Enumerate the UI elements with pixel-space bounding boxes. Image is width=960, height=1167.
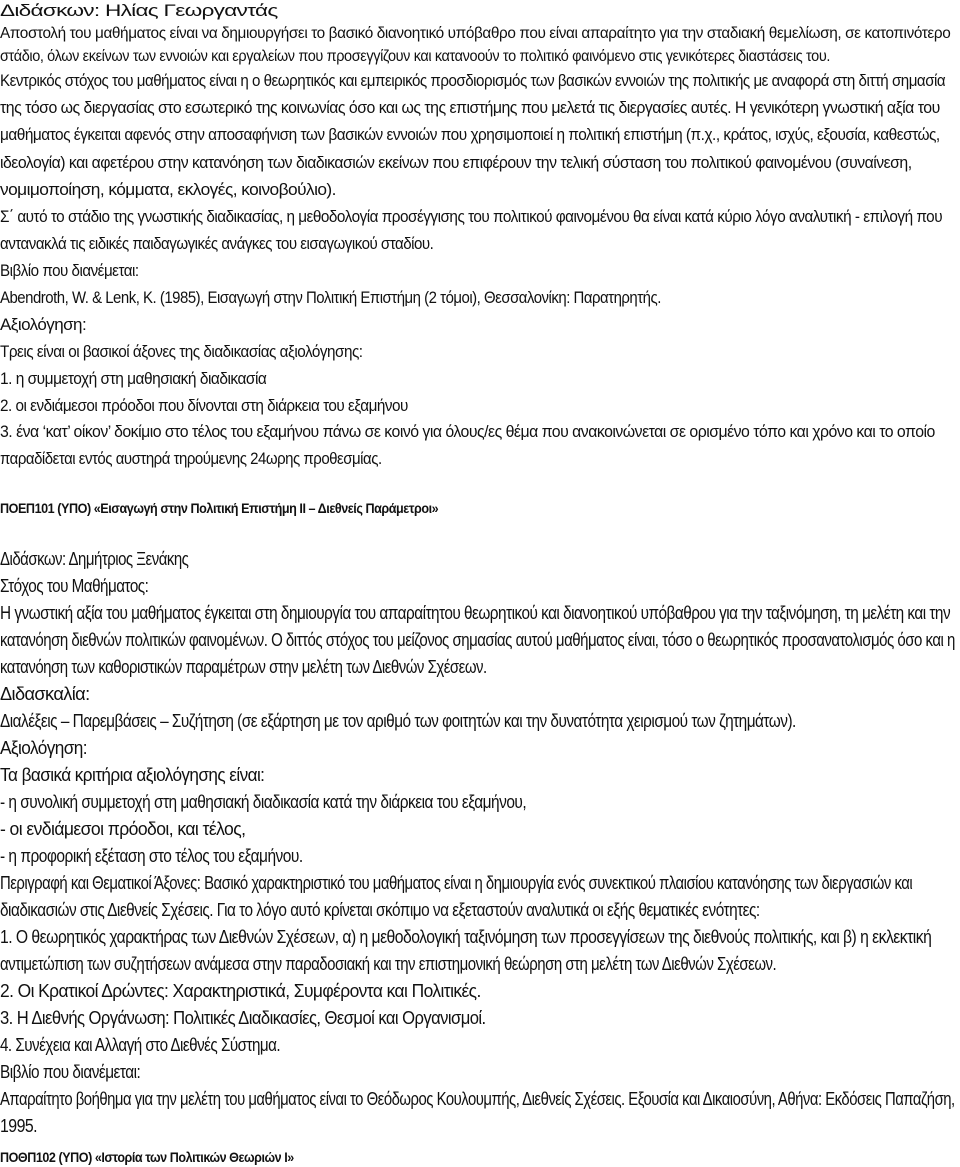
assessment-item: 3. ένα ‘κατ’ οίκον’ δοκίμιο στο τέλος του εξαμήνου πάνω σε κοινό για όλους/ες θέμα που ανακοινώνεται σε ορισμένο τόπο και χρόνο και το οποίο xyxy=(0,422,935,441)
teaching-text: Διαλέξεις – Παρεμβάσεις – Συζήτηση (σε εξάρτηση με τον αριθμό των φοιτητών και την δυνατότητα χειρισμού των ζητημάτων). xyxy=(0,711,796,731)
methodology-line: αντανακλά τις ειδικές παιδαγωγικές ανάγκες του εισαγωγικού σταδίου. xyxy=(0,234,434,253)
criteria-heading: Τα βασικά κριτήρια αξιολόγησης είναι: xyxy=(0,765,265,785)
assessment-intro: Τρεις είναι οι βασικοί άξονες της διαδικασίας αξιολόγησης: xyxy=(0,342,363,361)
goal-line: ιδεολογία) και αφετέρου στην κατανόηση των διαδικασιών εκείνων που επιφέρουν την τελική σύσταση του πολιτικού φαινομένου (συναίνεση, xyxy=(0,153,912,172)
goal-heading: Στόχος του Μαθήματος: xyxy=(0,576,149,596)
course-title: ΠΟΕΠ101 (ΥΠΟ) «Εισαγωγή στην Πολιτική Επιστήμη ΙΙ – Διεθνείς Παράμετροι» xyxy=(0,500,439,516)
unit-line: 3. Η Διεθνής Οργάνωση: Πολιτικές Διαδικασίες, Θεσμοί και Οργανισμοί. xyxy=(0,1008,486,1028)
mission-line: στάδιο, όλων εκείνων των εννοιών και εργαλείων που προσεγγίζουν και κατανοούν το πολιτικό φαινόμενο στις γενικότερες διαστάσεις του. xyxy=(0,48,831,65)
unit-line: αντιμετώπιση των συζητήσεων ανάμεσα στην παραδοσιακή και την επιστημονική θεώρηση στη μελέτη των Διεθνών Σχέσεων. xyxy=(0,954,777,974)
book-reference: 1995. xyxy=(0,1116,38,1136)
mission-line: Αποστολή του μαθήματος είναι να δημιουργήσει το βασικό διανοητικό υπόβαθρο που είναι απαραίτητο για την σταδιακή θεμελίωση, σε κατοπινότερο xyxy=(0,25,951,42)
methodology-line: Σ΄ αυτό το στάδιο της γνωστικής διαδικασίας, η μεθοδολογία προσέγγισης του πολιτικού φαινομένου θα είναι κατά κύριο λόγο αναλυτική - επιλογή που xyxy=(0,207,943,226)
description-line: Περιγραφή και Θεματικοί Άξονες: Βασικό χαρακτηριστικό του μαθήματος είναι η δημιουργία ενός συνεκτικού πλαισίου κατανόησης των διεργασιών και xyxy=(0,873,913,893)
unit-line: 4. Συνέχεια και Αλλαγή στο Διεθνές Σύστημα. xyxy=(0,1035,281,1055)
unit-line: 2. Οι Κρατικοί Δρώντες: Χαρακτηριστικά, Συμφέροντα και Πολιτικές. xyxy=(0,981,481,1001)
description-line: διαδικασιών στις Διεθνείς Σχέσεις. Για το λόγο αυτό κρίνεται σκόπιμο να εξεταστούν αναλυτικά οι εξής θεματικές ενότητες: xyxy=(0,900,760,920)
unit-line: 1. Ο θεωρητικός χαρακτήρας των Διεθνών Σχέσεων, α) η μεθοδολογική ταξινόμηση των προσεγγίσεων της διεθνούς πολιτικής, και β) η εκλεκτική xyxy=(0,927,932,947)
assessment-heading: Αξιολόγηση: xyxy=(0,738,88,758)
book-reference: Abendroth, W. & Lenk, K. (1985), Εισαγωγή στην Πολιτική Επιστήμη (2 τόμοι), Θεσσαλονίκη: Παρατηρητής. xyxy=(0,288,661,307)
goal-line: νομιμοποίηση, κόμματα, εκλογές, κοινοβούλιο). xyxy=(0,180,336,199)
assessment-item: παραδίδεται εντός αυστηρά τηρούμενης 24ωρης προθεσμίας. xyxy=(0,449,382,468)
criteria-item: - η συνολική συμμετοχή στη μαθησιακή διαδικασία κατά την διάρκεια του εξαμήνου, xyxy=(0,792,527,812)
goal-line: της τόσο ως διεργασίας στο εσωτερικό της κοινωνίας όσο και ως της επιστήμης που μελετά τις διεργασίες αυτές. Η γενικότερη γνωστική αξία του xyxy=(0,98,940,117)
instructor-line: Διδάσκων: Δημήτριος Ξενάκης xyxy=(0,549,189,569)
assessment-item: 1. η συμμετοχή στη μαθησιακή διαδικασία xyxy=(0,369,267,388)
goal-line: κατανόηση των καθοριστικών παραμέτρων στην μελέτη των Διεθνών Σχέσεων. xyxy=(0,657,487,677)
criteria-item: - οι ενδιάμεσοι πρόοδοι, και τέλος, xyxy=(0,819,246,839)
instructor-line: Διδάσκων: Ηλίας Γεωργαντάς xyxy=(0,1,278,20)
goal-line: μαθήματος έγκειται αφενός στην αποσαφήνιση των βασικών εννοιών που χρησιμοποιεί η πολιτική επιστήμη (π.χ., κράτος, ισχύς, εξουσία, καθεστώς, xyxy=(0,125,940,144)
criteria-item: - η προφορική εξέταση στο τέλος του εξαμήνου. xyxy=(0,846,303,866)
book-heading: Βιβλίο που διανέμεται: xyxy=(0,1062,141,1082)
goal-line: κατανόηση διεθνών πολιτικών φαινομένων. Ο διττός στόχος του μείζονος σημασίας αυτού μαθήματος είναι, τόσο ο θεωρητικός προσανατολισμός όσο και η xyxy=(0,630,955,650)
goal-line: Η γνωστική αξία του μαθήματος έγκειται στη δημιουργία του απαραίτητου θεωρητικού και διανοητικού υπόβαθρου για την ταξινόμηση, τη μελέτη και την xyxy=(0,603,951,623)
assessment-heading: Αξιολόγηση: xyxy=(0,315,87,334)
goal-line: Κεντρικός στόχος του μαθήματος είναι η ο θεωρητικός και εμπειρικός προσδιορισμός των βασικών εννοιών της πολιτικής με αναφορά στη διττή σημασία xyxy=(0,71,946,90)
assessment-item: 2. οι ενδιάμεσοι πρόοδοι που δίνονται στη διάρκεια του εξαμήνου xyxy=(0,396,408,415)
course-title: ΠΟΘΠ102 (ΥΠΟ) «Ιστορία των Πολιτικών Θεωριών Ι» xyxy=(0,1149,294,1165)
book-reference: Απαραίτητο βοήθημα για την μελέτη του μαθήματος είναι το Θεόδωρος Κουλουμπής, Διεθνείς Σχέσεις. Εξουσία και Δικαιοσύνη, Αθήνα: Εκδόσεις Παπαζήση, xyxy=(0,1089,955,1109)
book-heading: Βιβλίο που διανέμεται: xyxy=(0,261,139,280)
teaching-heading: Διδασκαλία: xyxy=(0,684,90,704)
